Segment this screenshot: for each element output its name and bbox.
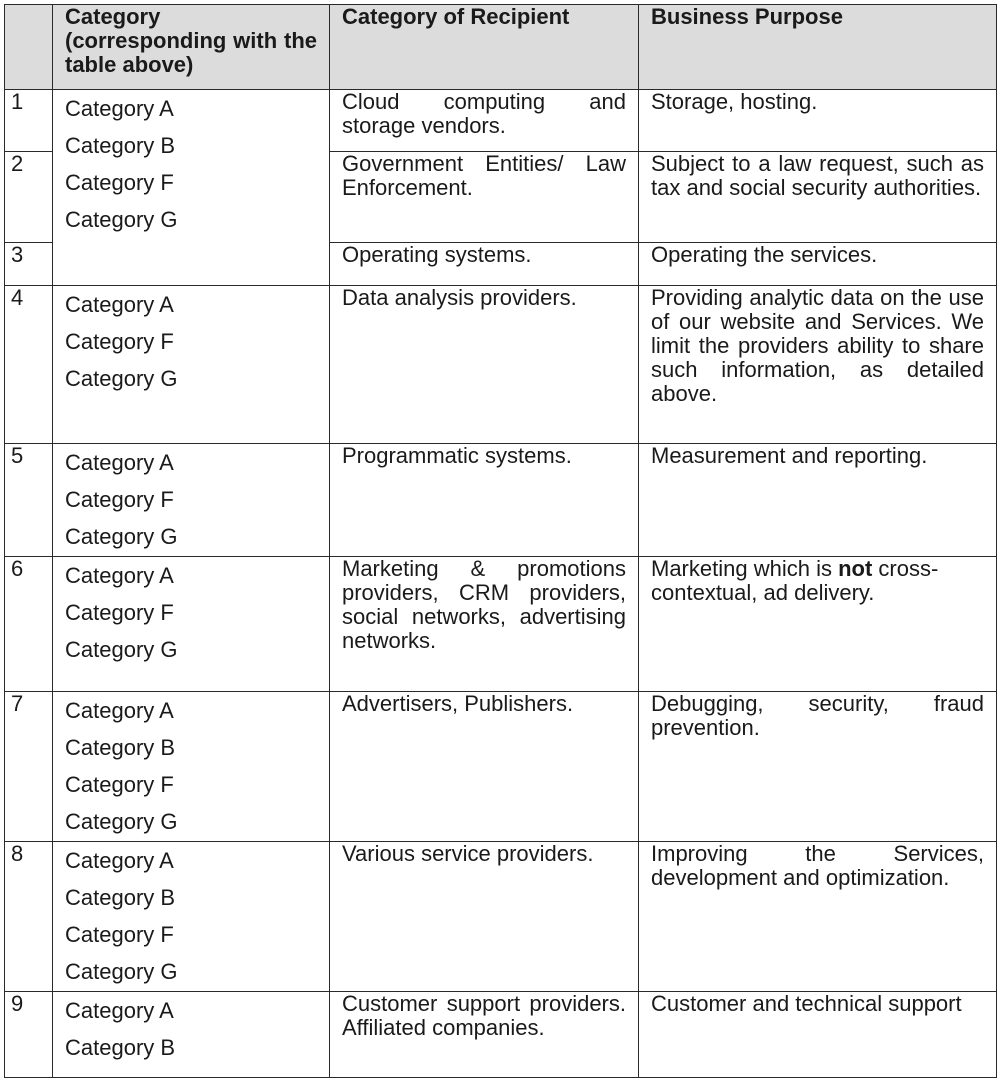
purpose-text-pre: Marketing which is (651, 556, 839, 581)
row-number: 5 (5, 444, 53, 557)
category-item: Category A (65, 998, 174, 1023)
header-category: Category (corresponding with the table above) (53, 5, 330, 90)
table-row (5, 692, 997, 842)
table-row (5, 992, 997, 1078)
category-cell (53, 992, 330, 1078)
row-number: 7 (5, 692, 53, 842)
recipient-cell: Cloud computing and storage vendors. (330, 90, 639, 152)
category-cell (53, 90, 330, 286)
header-number (5, 5, 53, 90)
purpose-cell: Subject to a law request, such as tax and social security authorities. (639, 152, 997, 243)
purpose-cell: Improving the Services, development and optimization. (639, 842, 997, 992)
category-item: Category G (65, 524, 178, 549)
category-item: Category A (65, 563, 174, 588)
table-row (5, 557, 997, 692)
category-item: Category A (65, 450, 174, 475)
category-cell (53, 286, 330, 444)
category-cell (53, 444, 330, 557)
purpose-text-bold: not (838, 556, 873, 581)
purpose-cell: Customer and technical support (639, 992, 997, 1078)
category-item: Category A (65, 292, 174, 317)
purpose-cell: Measurement and reporting. (639, 444, 997, 557)
category-item: Category G (65, 637, 178, 662)
category-item: Category B (65, 885, 176, 910)
category-item: Category G (65, 207, 178, 232)
category-item: Category F (65, 922, 174, 947)
recipient-cell: Programmatic systems. (330, 444, 639, 557)
recipient-cell: Advertisers, Publishers. (330, 692, 639, 842)
category-item: Category G (65, 959, 178, 984)
category-item: Category G (65, 809, 178, 834)
category-item: Category F (65, 329, 174, 354)
row-number: 1 (5, 90, 53, 152)
category-item: Category A (65, 96, 174, 121)
recipient-cell: Various service providers. (330, 842, 639, 992)
header-purpose: Business Purpose (639, 5, 997, 90)
purpose-cell: Operating the services. (639, 243, 997, 286)
row-number: 4 (5, 286, 53, 444)
row-number: 9 (5, 992, 53, 1078)
category-item: Category B (65, 735, 176, 760)
table-row (5, 90, 997, 152)
recipient-cell: Government Entities/ Law Enforcement. (330, 152, 639, 243)
recipient-cell: Operating systems. (330, 243, 639, 286)
category-item: Category B (65, 1035, 176, 1060)
table-row (5, 286, 997, 444)
category-item: Category G (65, 366, 178, 391)
table-row (5, 842, 997, 992)
recipient-cell: Data analysis providers. (330, 286, 639, 444)
purpose-cell: Debugging, security, fraud prevention. (639, 692, 997, 842)
recipient-cell: Customer support providers. Affiliated companies. (330, 992, 639, 1078)
table-header-row (5, 5, 997, 90)
category-cell (53, 557, 330, 692)
category-item: Category F (65, 600, 174, 625)
row-number: 3 (5, 243, 53, 286)
recipient-cell: Marketing & promotions providers, CRM providers, social networks, advertising networks. (330, 557, 639, 692)
category-item: Category F (65, 772, 174, 797)
row-number: 2 (5, 152, 53, 243)
table-row (5, 444, 997, 557)
row-number: 6 (5, 557, 53, 692)
header-recipient: Category of Recipient (330, 5, 639, 90)
category-item: Category A (65, 698, 174, 723)
category-item: Category F (65, 170, 174, 195)
purpose-cell: Storage, hosting. (639, 90, 997, 152)
purpose-cell (639, 557, 997, 692)
category-cell (53, 692, 330, 842)
category-item: Category B (65, 133, 176, 158)
disclosure-table (4, 4, 997, 1078)
row-number: 8 (5, 842, 53, 992)
category-item: Category F (65, 487, 174, 512)
purpose-text-post: cross-contextual, ad delivery. (651, 556, 939, 605)
category-item: Category A (65, 848, 174, 873)
purpose-cell: Providing analytic data on the use of our website and Services. We limit the providers ability to share such information, as detailed above. (639, 286, 997, 444)
category-cell (53, 842, 330, 992)
